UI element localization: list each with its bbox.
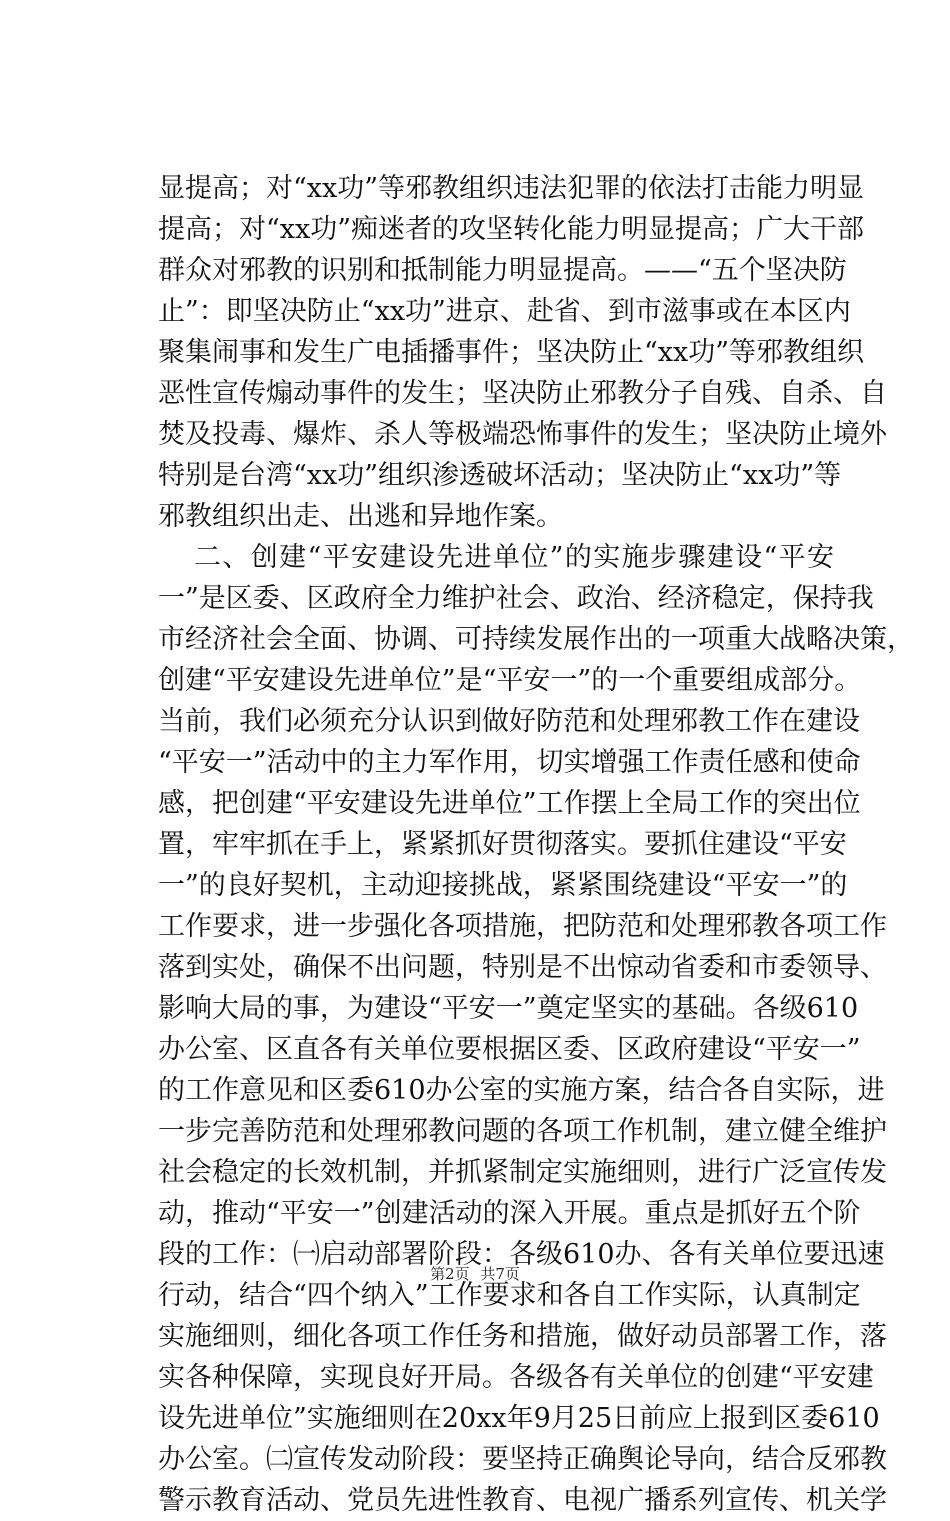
text-line: 恶性宣传煽动事件的发生；坚决防止邪教分子自残、自杀、自: [158, 378, 887, 409]
text-line: 影响大局的事，为建设“平安一”奠定坚实的基础。各级610: [158, 993, 859, 1024]
text-line: 一步完善防范和处理邪教问题的各项工作机制，建立健全维护: [158, 1116, 887, 1147]
text-line: 实各种保障，实现良好开局。各级各有关单位的创建“平安建: [158, 1362, 874, 1393]
text-line: 一”的良好契机，主动迎接挑战，紧紧围绕建设“平安一”的: [158, 870, 848, 901]
text-line: 显提高；对“xx功”等邪教组织违法犯罪的依法打击能力明显: [158, 173, 865, 204]
text-line: 办公室。㈡宣传发动阶段：要坚持正确舆论导向，结合反邪教: [158, 1444, 887, 1475]
text-line: 动，推动“平安一”创建活动的深入开展。重点是抓好五个阶: [158, 1198, 861, 1229]
text-line: 的工作意见和区委610办公室的实施方案，结合各自实际，进: [158, 1075, 885, 1106]
text-line: 提高；对“xx功”痴迷者的攻坚转化能力明显提高；广大干部: [158, 214, 865, 245]
text-line: 聚集闹事和发生广电插播事件；坚决防止“xx功”等邪教组织: [158, 337, 865, 368]
text-line: 焚及投毒、爆炸、杀人等极端恐怖事件的发生；坚决防止境外: [158, 419, 887, 450]
text-line: 行动，结合“四个纳入”工作要求和各自工作实际，认真制定: [158, 1280, 861, 1311]
text-line: 当前，我们必须充分认识到做好防范和处理邪教工作在建设: [158, 706, 860, 737]
section-heading-line: 二、创建“平安建设先进单位”的实施步骤建设“平安: [194, 542, 834, 573]
text-line: 群众对邪教的识别和抵制能力明显提高。——“五个坚决防: [158, 255, 847, 286]
text-line: 置，牢牢抓在手上，紧紧抓好贯彻落实。要抓住建设“平安: [158, 829, 847, 860]
text-line: “平安一”活动中的主力军作用，切实增强工作责任感和使命: [158, 747, 861, 778]
text-line: 设先进单位”实施细则在20xx年9月25日前应上报到区委610: [158, 1403, 880, 1434]
text-line: 感，把创建“平安建设先进单位”工作摆上全局工作的突出位: [158, 788, 861, 819]
text-line: 社会稳定的长效机制，并抓紧制定实施细则，进行广泛宣传发: [158, 1157, 887, 1188]
text-line: 段的工作：㈠启动部署阶段：各级610办、各有关单位要迅速: [158, 1239, 885, 1270]
text-line: 止”：即坚决防止“xx功”进京、赴省、到市滋事或在本区内: [158, 296, 851, 327]
page-footer: [0, 1264, 950, 1284]
text-line: 警示教育活动、党员先进性教育、电视广播系列宣传、机关学: [158, 1485, 887, 1516]
text-line: 工作要求，进一步强化各项措施，把防范和处理邪教各项工作: [158, 911, 887, 942]
text-line: 特别是台湾“xx功”组织渗透破坏活动；坚决防止“xx功”等: [158, 460, 842, 491]
page-number: 第2页: [430, 1265, 470, 1283]
document-body: [158, 168, 914, 1521]
text-line: 办公室、区直各有关单位要根据区委、区政府建设“平安一”: [158, 1034, 861, 1065]
text-line: 市经济社会全面、协调、可持续发展作出的一项重大战略决策，: [158, 624, 914, 655]
text-line: 实施细则，细化各项工作任务和措施，做好动员部署工作，落: [158, 1321, 887, 1352]
text-line: 一”是区委、区政府全力维护社会、政治、经济稳定，保持我: [158, 583, 874, 614]
total-pages: 共7页: [480, 1265, 520, 1283]
text-line: 创建“平安建设先进单位”是“平安一”的一个重要组成部分。: [158, 665, 862, 696]
text-line: 落到实处，确保不出问题，特别是不出惊动省委和市委领导、: [158, 952, 887, 983]
text-line: 邪教组织出走、出逃和异地作案。: [158, 501, 563, 532]
